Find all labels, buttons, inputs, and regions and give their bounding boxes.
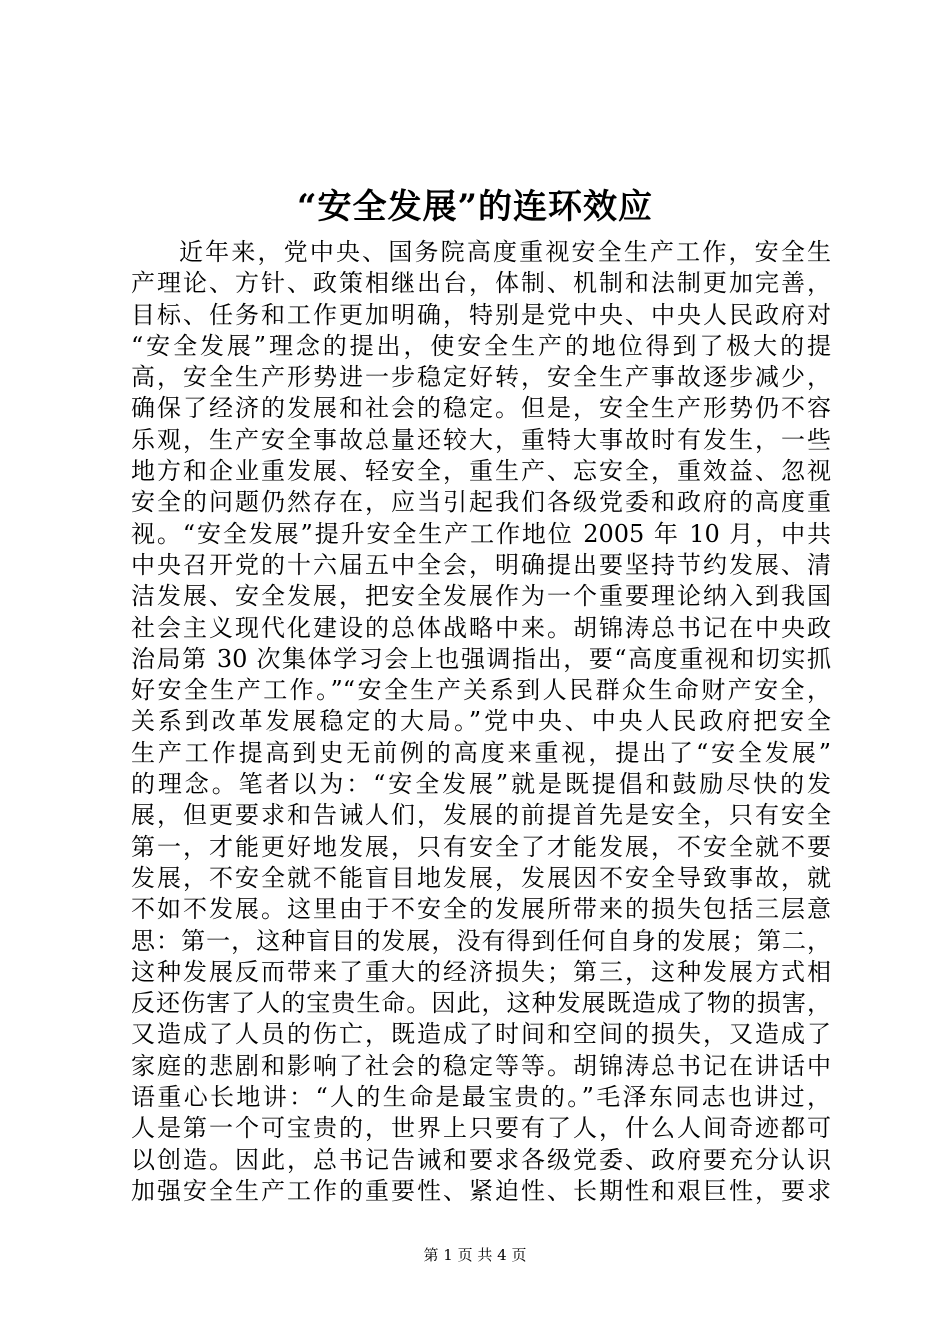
body-line: 第一，才能更好地发展，只有安全了才能发展，不安全就不要: [131, 832, 831, 861]
body-line: 反还伤害了人的宝贵生命。因此，这种发展既造成了物的损害，: [131, 989, 831, 1018]
body-line: 关系到改革发展稳定的大局。”党中央、中央人民政府把安全: [131, 707, 831, 736]
body-line: 语重心长地讲：“人的生命是最宝贵的。”毛泽东同志也讲过，: [131, 1083, 831, 1112]
body-line: 不如不发展。这里由于不安全的发展所带来的损失包括三层意: [131, 895, 831, 924]
body-line: 产理论、方针、政策相继出台，体制、机制和法制更加完善，: [131, 269, 831, 298]
body-line: 发展，不安全就不能盲目地发展，发展因不安全导致事故，就: [131, 863, 831, 892]
body-line: 治局第 30 次集体学习会上也强调指出，要“高度重视和切实抓: [131, 644, 831, 673]
body-line: 安全的问题仍然存在，应当引起我们各级党委和政府的高度重: [131, 488, 831, 517]
body-line: 确保了经济的发展和社会的稳定。但是，安全生产形势仍不容: [131, 394, 831, 423]
body-line: “安全发展”理念的提出，使安全生产的地位得到了极大的提: [131, 331, 831, 360]
body-line: 洁发展、安全发展，把安全发展作为一个重要理论纳入到我国: [131, 582, 831, 611]
body-line: 地方和企业重发展、轻安全，重生产、忘安全，重效益、忽视: [131, 457, 831, 486]
page-number-footer: 第 1 页 共 4 页: [423, 1246, 527, 1264]
body-line: 家庭的悲剧和影响了社会的稳定等等。胡锦涛总书记在讲话中: [131, 1051, 831, 1080]
body-line: 高，安全生产形势进一步稳定好转，安全生产事故逐步减少，: [131, 363, 831, 392]
body-line: 展，但更要求和告诫人们，发展的前提首先是安全，只有安全: [131, 801, 831, 830]
page-title: “安全发展”的连环效应: [296, 187, 654, 227]
body-line: 这种发展反而带来了重大的经济损失；第三，这种发展方式相: [131, 957, 831, 986]
body-line: 加强安全生产工作的重要性、紧迫性、长期性和艰巨性，要求: [131, 1176, 831, 1205]
body-line: 的理念。笔者以为：“安全发展”就是既提倡和鼓励尽快的发: [131, 770, 831, 799]
body-line: 中央召开党的十六届五中全会，明确提出要坚持节约发展、清: [131, 550, 831, 579]
body-line: 近年来，党中央、国务院高度重视安全生产工作，安全生: [179, 238, 831, 266]
body-line: 人是第一个可宝贵的，世界上只要有了人，什么人间奇迹都可: [131, 1114, 831, 1143]
body-line: 思：第一，这种盲目的发展，没有得到任何自身的发展；第二，: [131, 926, 831, 955]
body-line: 又造成了人员的伤亡，既造成了时间和空间的损失，又造成了: [131, 1020, 831, 1049]
body-line: 社会主义现代化建设的总体战略中来。胡锦涛总书记在中央政: [131, 613, 831, 642]
body-line: 好安全生产工作。”“安全生产关系到人民群众生命财产安全，: [131, 676, 831, 705]
body-line: 目标、任务和工作更加明确，特别是党中央、中央人民政府对: [131, 300, 831, 329]
body-line: 以创造。因此，总书记告诫和要求各级党委、政府要充分认识: [131, 1145, 831, 1174]
body-line: 乐观，生产安全事故总量还较大，重特大事故时有发生，一些: [131, 425, 831, 454]
body-line: 视。“安全发展”提升安全生产工作地位 2005 年 10 月，中共: [131, 519, 831, 548]
body-paragraph: [131, 237, 831, 1205]
body-line: 生产工作提高到史无前例的高度来重视，提出了“安全发展”: [131, 738, 831, 767]
